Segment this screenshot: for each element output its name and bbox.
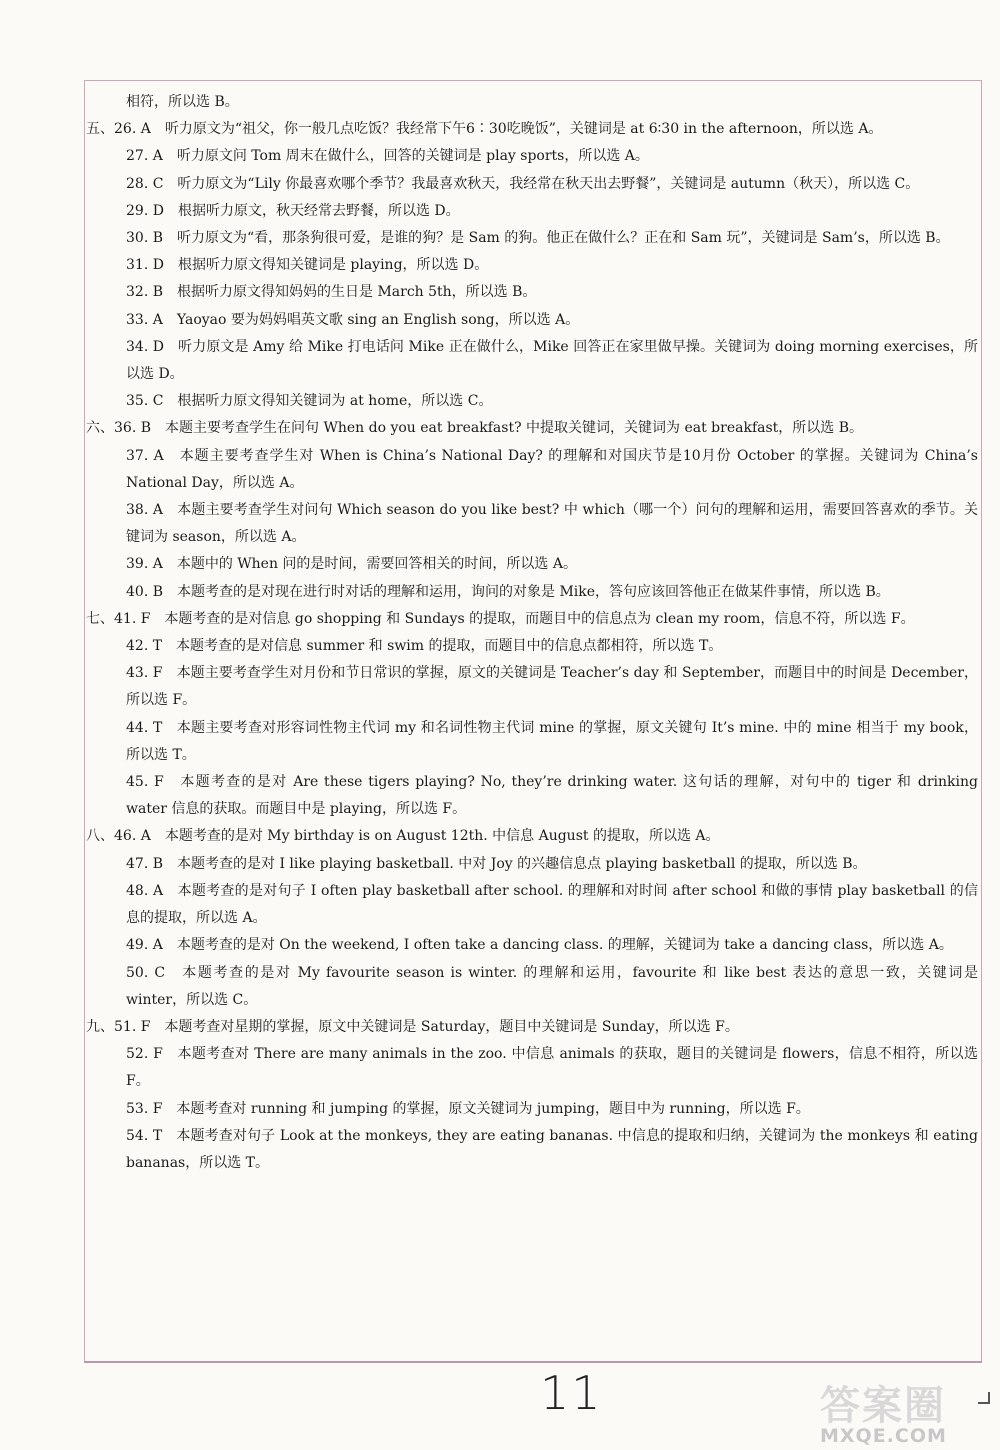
page-number: 11 (540, 1366, 603, 1420)
answer-item: 七、41. F 本题考查的是对信息 go shopping 和 Sundays 的提取，而题目中的信息点为 clean my room，信息不符，所以选 F。 (86, 610, 915, 627)
answer-item: 27. A 听力原文问 Tom 周末在做什么，回答的关键词是 play sports，所以选 A。 (126, 148, 649, 165)
answer-item: 34. D 听力原文是 Amy 给 Mike 打电话问 Mike 正在做什么，Mike 回答正在家里做早操。关键词为 doing morning exercises，所以选 D。 (126, 338, 978, 383)
answer-item: 38. A 本题主要考查学生对问句 Which season do you like best? 中 which（哪一个）问句的理解和运用，需要回答喜欢的季节。关键词为 season，所以选 A。 (126, 502, 978, 546)
answer-item: 50. C 本题考查的是对 My favourite season is winter. 的理解和运用，favourite 和 like best 表达的意思一致，关键词是 winter，所以选 C。 (126, 964, 978, 1008)
watermark-logo: 答案圈 (820, 1383, 946, 1429)
answer-item: 49. A 本题考查的是对 On the weekend, I often take a dancing class. 的理解，关键词为 take a dancing class，所以选 A。 (126, 937, 953, 954)
answer-item: 六、36. B 本题主要考查学生在问句 When do you eat breakfast? 中提取关键词，关键词为 eat breakfast，所以选 B。 (86, 420, 864, 437)
corner-mark-icon (978, 1392, 990, 1404)
answer-item: 42. T 本题考查的是对信息 summer 和 swim 的提取，而题目中的信息点都相符，所以选 T。 (126, 638, 723, 655)
answer-item: 39. A 本题中的 When 问的是时间，需要回答相关的时间，所以选 A。 (126, 556, 577, 573)
answer-item: 31. D 根据听力原文得知关键词是 playing，所以选 D。 (126, 257, 489, 274)
frame-bottom-rule (84, 1361, 982, 1363)
watermark-url: MXQE.COM (820, 1425, 947, 1447)
answer-item: 40. B 本题考查的是对现在进行时对话的理解和运用，询问的对象是 Mike，答句应该回答他正在做某件事情，所以选 B。 (126, 583, 890, 600)
answer-item: 八、46. A 本题考查的是对 My birthday is on August 12th. 中信息 August 的提取，所以选 A。 (86, 828, 720, 845)
answer-item: 32. B 根据听力原文得知妈妈的生日是 March 5th，所以选 B。 (126, 284, 537, 301)
answer-item: 29. D 根据听力原文，秋天经常去野餐，所以选 D。 (126, 202, 460, 219)
answer-explanations (86, 89, 978, 1177)
answer-item: 九、51. F 本题考查对星期的掌握，原文中关键词是 Saturday，题目中关键词是 Sunday，所以选 F。 (86, 1018, 739, 1035)
answer-item: 相符，所以选 B。 (126, 94, 239, 110)
answer-item: 44. T 本题主要考查对形容词性物主代词 my 和名词性物主代词 mine 的掌握，原文关键句 It’s mine. 中的 mine 相当于 my book，所以选 T。 (126, 719, 978, 763)
answer-item: 30. B 听力原文为“看，那条狗很可爱，是谁的狗？是 Sam 的狗。他正在做什么？正在和 Sam 玩”，关键词是 Sam’s，所以选 B。 (126, 230, 950, 247)
answer-item: 43. F 本题主要考查学生对月份和节日常识的掌握，原文的关键词是 Teacher’s day 和 September，而题目中的时间是 December，所以选 F。 (126, 665, 978, 709)
answer-item: 53. F 本题考查对 running 和 jumping 的掌握，原文关键词为 jumping，题目中为 running，所以选 F。 (126, 1100, 810, 1117)
answer-item: 47. B 本题考查的是对 I like playing basketball. 中对 Joy 的兴趣信息点 playing basketball 的提取，所以选 B。 (126, 855, 867, 872)
answer-item: 33. A Yaoyao 要为妈妈唱英文歌 sing an English song，所以选 A。 (126, 311, 580, 328)
answer-item: 35. C 根据听力原文得知关键词为 at home，所以选 C。 (126, 393, 493, 410)
answer-item: 45. F 本题考查的是对 Are these tigers playing? No, they’re drinking water. 这句话的理解，对句中的 tiger 和 drinking water 信息的获取。而题目中是 playing，所以选 F。 (126, 774, 978, 818)
answer-item: 37. A 本题主要考查学生对 When is China’s National Day? 的理解和对国庆节是10月份 October 的掌握。关键词为 China’s National Day，所以选 A。 (126, 447, 978, 491)
watermark (820, 1374, 990, 1446)
answer-item: 28. C 听力原文为“Lily 你最喜欢哪个季节？我最喜欢秋天，我经常在秋天出去野餐”，关键词是 autumn（秋天），所以选 C。 (126, 175, 920, 192)
answer-item: 54. T 本题考查对句子 Look at the monkeys, they are eating bananas. 中信息的提取和归纳，关键词为 the monkeys 和 eating bananas，所以选 T。 (126, 1127, 978, 1171)
answer-item: 52. F 本题考查对 There are many animals in the zoo. 中信息 animals 的获取，题目的关键词是 flowers，信息不相符，所以选 F。 (126, 1046, 978, 1090)
answer-item: 五、26. A 听力原文为“祖父，你一般几点吃饭？我经常下午6∶30吃晚饭”，关键词是 at 6∶30 in the afternoon，所以选 A。 (86, 121, 883, 138)
answer-item: 48. A 本题考查的是对句子 I often play basketball after school. 的理解和对时间 after school 和做的事情 play basketball 的信息的提取，所以选 A。 (126, 882, 978, 927)
